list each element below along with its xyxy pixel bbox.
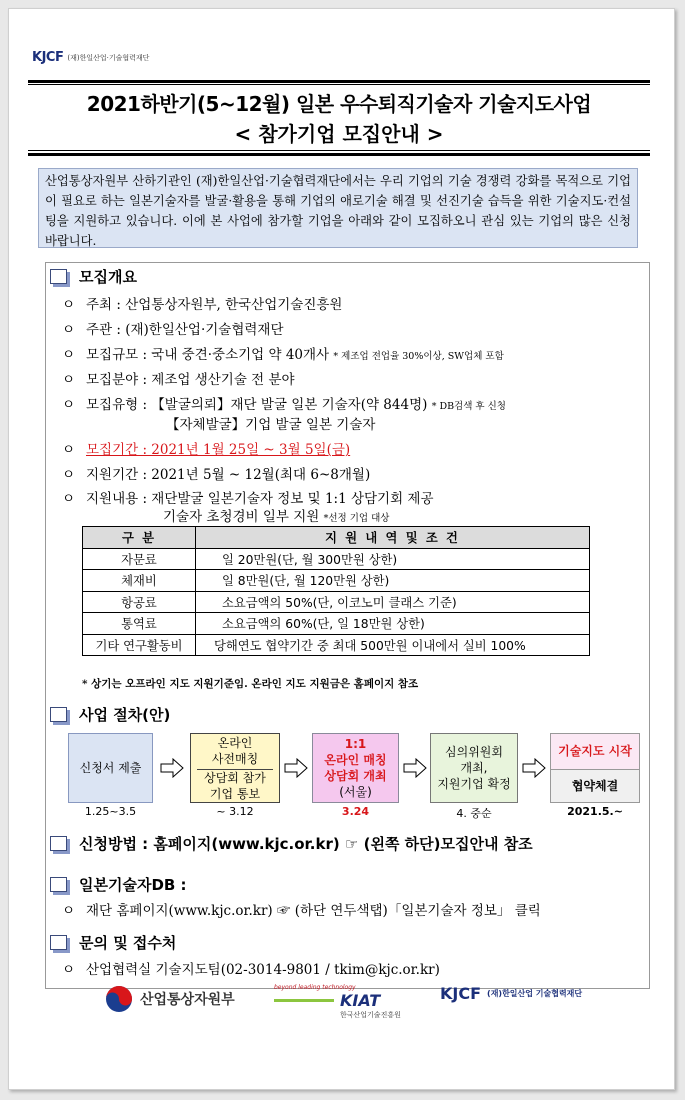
title-rule-top-thin bbox=[28, 84, 650, 85]
title-rule-bottom-thin bbox=[28, 150, 650, 151]
step-start: 기술지도 시작 협약체결 bbox=[550, 733, 640, 803]
motie-logo-text: 산업통상자원부 bbox=[140, 992, 235, 1008]
overview-scale: ㅇ 모집규모 : 국내 중견·중소기업 약 40개사 * 제조업 전업율 30%이상, SW업체 포함 bbox=[62, 347, 504, 363]
arrow-right-icon bbox=[522, 758, 546, 778]
overview-support-content-2: 기술자 초청경비 일부 지원 *선정 기업 대상 bbox=[163, 509, 390, 525]
step-date: ~ 3.12 bbox=[216, 805, 254, 818]
section-procedure bbox=[50, 704, 170, 725]
kjcf-footer-logo: KJCF (재)한일산업 기술협력재단 bbox=[440, 984, 583, 1003]
step-date: 2021.5.~ bbox=[567, 805, 623, 818]
table-header-detail: 지 원 내 역 및 조 건 bbox=[196, 527, 590, 549]
section-japan-db bbox=[50, 874, 187, 895]
arrow-right-icon bbox=[160, 758, 184, 778]
kiat-logo: beyond leading technology KIAT 한국산업기술진흥원 bbox=[274, 984, 401, 1019]
kjcf-header-logo bbox=[32, 50, 149, 65]
table-header-row bbox=[83, 527, 590, 549]
title-rule-top bbox=[28, 80, 650, 83]
step-pre-matching: 온라인 사전매칭 상담회 참가 기업 통보 bbox=[190, 733, 280, 803]
overview-field: ㅇ 모집분야 : 제조업 생산기술 전 분야 bbox=[62, 372, 295, 388]
section-heading: 일본기술자DB : bbox=[79, 876, 187, 894]
checkbox-square-icon bbox=[50, 836, 67, 851]
intro-paragraph: 산업통상자원부 산하기관인 (재)한일산업·기술협력재단에서는 우리 기업의 기술 경쟁력 강화를 목적으로 기업이 필요로 하는 일본기술자를 발굴·활용을 통해 기업의 애로기술 해결 및 선진기술 습득을 위한 기술지도·컨설팅을 지원하고 있습니다. 이에 본 사업에 참가할 기업을 아래와 같이 모집하오니 관심 있는 기업의 많은 신청 바랍니다. bbox=[38, 168, 638, 248]
step-online-matching: 1:1 온라인 매칭 상담회 개최 (서울) bbox=[312, 733, 399, 803]
overview-support-period: ㅇ 지원기간 : 2021년 5월 ~ 12월(최대 6~8개월) bbox=[62, 467, 371, 483]
overview-type: ㅇ 모집유형 : 【발굴의뢰】재단 발굴 일본 기술자(약 844명) * DB검색 후 신청 bbox=[62, 397, 506, 413]
arrow-right-icon bbox=[284, 758, 308, 778]
support-table-note: * 상기는 오프라인 지도 지원기준임. 온라인 지도 지원금은 홈페이지 참조 bbox=[82, 678, 419, 690]
checkbox-square-icon bbox=[50, 707, 67, 722]
step-date: 4. 중순 bbox=[456, 807, 492, 820]
title-rule-bottom bbox=[28, 153, 650, 156]
section-heading: 사업 절차(안) bbox=[79, 706, 171, 724]
step-date: 1.25~3.5 bbox=[84, 805, 137, 818]
table-row: 자문료 일 20만원(단, 월 300만원 상한) bbox=[83, 548, 590, 570]
table-row: 통역료 소요금액의 60%(단, 일 18만원 상한) bbox=[83, 613, 590, 635]
support-table bbox=[82, 526, 590, 656]
table-row: 체재비 일 8만원(단, 월 120만원 상한) bbox=[83, 570, 590, 592]
kjcf-logo-text: KJCF bbox=[32, 50, 64, 65]
overview-host: ㅇ 주최 : 산업통상자원부, 한국산업기술진흥원 bbox=[62, 297, 343, 313]
contact-item: ㅇ 산업협력실 기술지도팀(02-3014-9801 / tkim@kjc.or.kr) bbox=[62, 962, 440, 978]
section-heading: 문의 및 접수처 bbox=[79, 934, 177, 952]
page-title: 2021하반기(5~12월) 일본 우수퇴직기술자 기술지도사업 bbox=[86, 92, 592, 116]
arrow-right-icon bbox=[403, 758, 427, 778]
checkbox-square-icon bbox=[50, 269, 67, 284]
section-heading: 모집개요 bbox=[79, 268, 137, 286]
checkbox-square-icon bbox=[50, 877, 67, 892]
step-committee: 심의위원회 개최, 지원기업 확정 bbox=[430, 733, 518, 803]
overview-period: ㅇ 모집기간 : 2021년 1월 25일 ~ 3월 5일(금) bbox=[62, 442, 351, 458]
table-row: 기타 연구활동비 당해연도 협약기간 중 최대 500만원 이내에서 실비 100% bbox=[83, 634, 590, 656]
page-subtitle: < 참가기업 모집안내 > bbox=[234, 122, 444, 146]
checkbox-square-icon bbox=[50, 935, 67, 950]
step-application: 신청서 제출 bbox=[68, 733, 153, 803]
overview-type-self: 【자체발굴】기업 발굴 일본 기술자 bbox=[166, 417, 376, 433]
table-row: 항공료 소요금액의 50%(단, 이코노미 클래스 기준) bbox=[83, 591, 590, 613]
motie-logo bbox=[104, 984, 235, 1014]
japan-db-item: ㅇ 재단 홈페이지(www.kjc.or.kr) ☞ (하단 연두색탭)「일본기술자 정보」 클릭 bbox=[62, 903, 541, 919]
section-contact bbox=[50, 932, 176, 953]
step-date: 3.24 bbox=[341, 805, 370, 818]
taegeuk-icon bbox=[104, 984, 134, 1014]
section-heading: 신청방법 : 홈페이지(www.kjc.or.kr) ☞ (왼쪽 하단)모집안내 참조 bbox=[79, 835, 533, 853]
table-header-category: 구 분 bbox=[83, 527, 196, 549]
section-apply-method bbox=[50, 833, 533, 854]
overview-support-content: ㅇ 지원내용 : 재단발굴 일본기술자 정보 및 1:1 상담기회 제공 bbox=[62, 491, 434, 507]
kjcf-logo-sub: (재)한일산업·기술협력재단 bbox=[67, 53, 150, 62]
section-recruit-overview bbox=[50, 266, 137, 287]
overview-organizer: ㅇ 주관 : (재)한일산업·기술협력재단 bbox=[62, 322, 284, 338]
